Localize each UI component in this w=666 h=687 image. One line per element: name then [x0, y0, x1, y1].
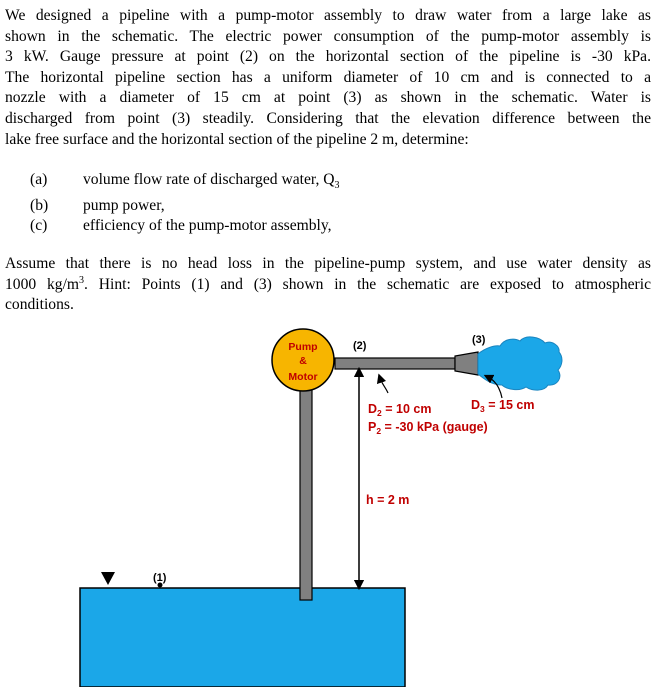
intro-line: The horizontal pipeline section has a uniform diameter of 10 cm and is connected to a	[5, 68, 651, 86]
vertical-pipe	[300, 380, 312, 600]
pump-label: &	[299, 355, 307, 367]
assume-line: 1000 $kg/m^3$. Hint: Points (1) and (3) shown in the schematic are exposed to atmospheric	[5, 274, 651, 293]
d3-annotation: $D_3 = 15$ cm	[471, 398, 535, 414]
point3-label: (3)	[472, 334, 486, 346]
free-surface-icon	[101, 572, 115, 585]
assume-line: Assume that there is no head loss in the pipeline-pump system, and use water density as	[5, 255, 651, 272]
item-label: (b)	[30, 197, 49, 215]
point1-label: (1)	[153, 572, 167, 584]
intro-line: shown in the schematic. The electric power consumption of the pump-motor assembly is	[5, 27, 651, 45]
item-text: volume flow rate of discharged water, $Q_3$	[83, 171, 340, 192]
height-annotation: h = 2 m	[366, 493, 410, 507]
d2-annotation: $D_2 = 10$ cm	[368, 402, 432, 418]
intro-line: 3 kW. Gauge pressure at point (2) on the horizontal section of the pipeline is -30 kPa.	[5, 48, 651, 66]
intro-line: We designed a pipeline with a pump-motor assembly to draw water from a large lake as	[5, 7, 651, 24]
intro-line: lake free surface and the horizontal section of the pipeline 2 m, determine:	[5, 130, 469, 148]
p2-annotation: $P_2 = -30$ kPa (gauge)	[368, 420, 488, 436]
intro-line: discharged from point (3) steadily. Considering that the elevation difference between the	[5, 109, 651, 127]
intro-line: nozzle with a diameter of 15 cm at point (3) as shown in the schematic. Water is	[5, 89, 651, 107]
item-label: (c)	[30, 217, 48, 235]
water-jet	[478, 337, 562, 390]
horizontal-pipe	[335, 358, 455, 369]
item-text: efficiency of the pump-motor assembly,	[83, 217, 332, 235]
leader-arrow-point2	[380, 378, 388, 393]
item-text: pump power,	[83, 197, 165, 215]
lake-water	[80, 588, 405, 687]
item-label: (a)	[30, 171, 48, 188]
pump-label: Motor	[288, 371, 318, 383]
pump-label: Pump	[288, 341, 318, 353]
nozzle	[455, 352, 478, 375]
assume-line: conditions.	[5, 296, 74, 314]
point2-label: (2)	[353, 340, 367, 352]
